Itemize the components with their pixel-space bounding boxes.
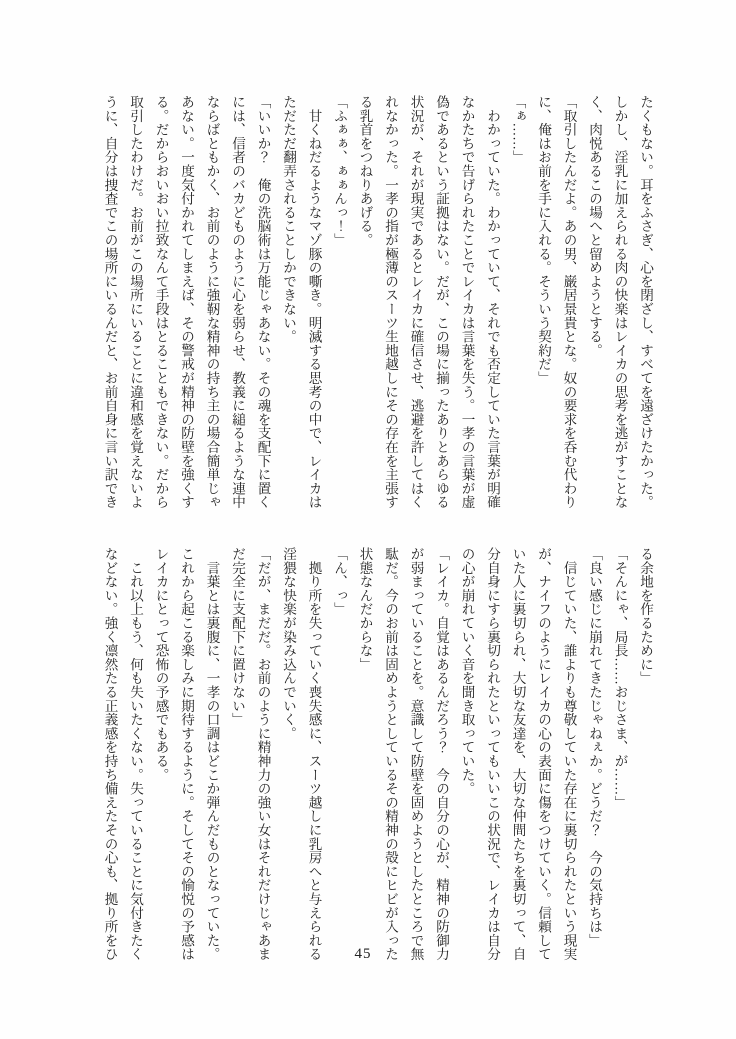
text-line: いた人に裏切られ、大切な友達を、大切な仲間たちを裏切って、自 (510, 547, 526, 961)
text-line: たくもない。耳をふさぎ、心を閉ざし、すべてを遠ざけたかった。 (638, 95, 653, 509)
text-line: 「レイカ。自覚はあるんだろう？ 今の自分の心が、精神の防御力 (434, 547, 449, 961)
text-line: 「いいか？ 俺の洗脳術は万能じゃあない。その魂を支配下に置く (255, 95, 271, 509)
text-line: レイカにとって恐怖の予感でもある。 (153, 547, 169, 782)
text-line: 「良い感じに崩れてきたじゃねぇか。どうだ？ 今の気持ちは」 (587, 547, 602, 948)
text-line: 「ぁ……」 (510, 95, 526, 164)
text-line: 取引したわけだ。お前がこの場所にいることに違和感を覚えないよ (128, 95, 143, 509)
text-line: 甘くねだるようなマゾ豚の嘶き。明滅する思考の中で、レイカは (306, 95, 322, 509)
text-line: だ完全に支配下に置けない」 (230, 547, 245, 727)
text-line: が弱まっていることを。意識して防壁を固めようとしたところで無 (408, 547, 424, 961)
text-line: うに、自分は捜査でこの場所にいるんだと、お前自身に言い訳でき (102, 95, 118, 509)
text-line: 「だが、まだだ。お前のように精神力の強い女はそれだけじゃあま (255, 547, 271, 961)
text-line: 駄だ。今のお前は固めようとしているその精神の殻にヒビが入った (383, 547, 398, 961)
text-line: これ以上もう、何も失いたくない。失っていることに気付きたく (128, 547, 143, 961)
text-line: ただただ翻弄されることしかできない。 (281, 95, 296, 344)
text-line: には、信者のバカどものように心を弱らせ、教義に縋るような連中 (230, 95, 245, 509)
page-number: 45 (354, 946, 372, 962)
text-line: ならばともかく、お前のように強靭な精神の持ち主の場合簡単じゃ (204, 95, 220, 509)
text-line: の心が崩れていく音を聞き取っていた。 (459, 547, 475, 796)
text-line: 「ふぁぁ、ぁぁんっ！」 (332, 95, 347, 247)
bottom-text-block (97, 547, 658, 961)
text-line: る。だからおいおい拉致なんて手段はとることもできない。だから (153, 95, 169, 509)
text-line: れなかった。一孝の指が極薄のスーツ生地越しにその存在を主張す (383, 95, 398, 509)
text-line: 状況が、それが現実であるとレイカに確信させ、逃避を許してはく (408, 95, 424, 509)
top-text-block (97, 95, 658, 509)
text-line: これから起こる楽しみに期待するように。そしてその愉悦の予感は (179, 547, 194, 961)
text-line: あない。一度気付かれてしまえば、その警戒が精神の防壁を強くす (179, 95, 194, 509)
text-line: などない。強く凛然たる正義感を持ち備えたその心も、拠り所をひ (102, 547, 118, 961)
text-line: 偽であるという証拠はない。だが、この場に揃ったありとあらゆる (434, 95, 449, 509)
text-line: に、俺はお前を手に入れる。そういう契約だ」 (536, 95, 551, 385)
text-line: なかたちで告げられたことでレイカは言葉を失う。一孝の言葉が虚 (459, 95, 475, 509)
text-line: る乳首をつねりあげる。 (357, 95, 373, 247)
text-line: る余地を作るために」 (638, 547, 653, 685)
text-line: 状態なんだからな」 (357, 547, 373, 672)
text-line: 言葉とは裏腹に、一孝の口調はどこか弾んだものとなっていた。 (204, 547, 220, 961)
text-line: 「ん、っ」 (332, 547, 347, 616)
text-line: 「そんにゃ、局長……おじさま、が……」 (612, 547, 628, 810)
text-line: 信じていた、誰よりも尊敬していた存在に裏切られたという現実 (561, 547, 577, 961)
text-line: 分自身にすら裏切られたといってもいいこの状況で、レイカは自分 (485, 547, 500, 961)
text-line: わかっていた。わかっていて、それでも否定していた言葉が明確 (485, 95, 500, 509)
text-line: く、肉悦あるこの場へと留めようとする。 (587, 95, 602, 358)
text-line: 「取引したんだよ。あの男、巌居景貴とな。奴の要求を呑む代わり (561, 95, 577, 509)
text-line: しかし、淫乳に加えられる肉の快楽はレイカの思考を逃がすことな (612, 95, 628, 509)
text-line: 淫猥な快楽が染み込んでいく。 (281, 547, 296, 741)
text-line: 拠り所を失っていく喪失感に、スーツ越しに乳房へと与えられる (306, 547, 322, 961)
text-line: が、ナイフのようにレイカの心の表面に傷をつけていく。信頼して (536, 547, 551, 961)
